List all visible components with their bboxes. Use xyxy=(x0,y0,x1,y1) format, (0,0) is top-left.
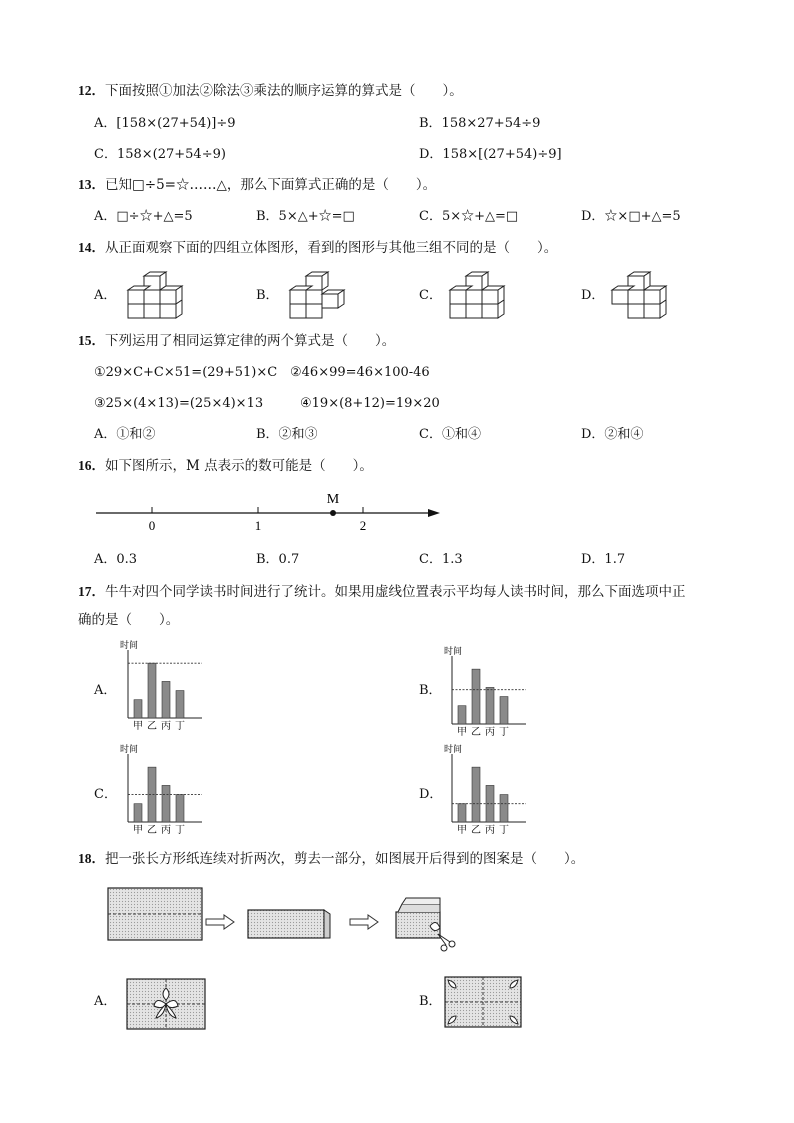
q15-option-d[interactable]: D．②和④ xyxy=(581,427,644,442)
q18-figure-a xyxy=(126,978,206,1030)
q17-chart-a xyxy=(118,640,208,734)
q16-number-line xyxy=(90,488,450,536)
q15-option-c[interactable]: C．①和④ xyxy=(419,427,481,442)
q15-expr-4: ④19×(8+12)=19×20 xyxy=(300,396,440,411)
q12-stem: 12．下面按照①加法②除法③乘法的顺序运算的算式是（ ）。 xyxy=(78,83,463,99)
bar-甲 xyxy=(458,706,466,724)
bar-甲 xyxy=(134,804,142,822)
point-m-label: M xyxy=(326,492,340,507)
bar-丁 xyxy=(500,795,508,822)
q16-option-a[interactable]: A．0.3 xyxy=(94,552,138,567)
q14-figure-c xyxy=(442,270,512,322)
folded-paper xyxy=(248,910,324,938)
y-axis-label: 时间 xyxy=(444,647,463,657)
q15-option-a[interactable]: A．①和② xyxy=(94,427,156,442)
category-label: 丙 xyxy=(485,727,495,738)
bar-丙 xyxy=(162,681,170,718)
bar-丁 xyxy=(176,795,184,822)
q13-option-b[interactable]: B．5×△+☆=□ xyxy=(256,209,355,224)
q16-option-c[interactable]: C．1.3 xyxy=(419,552,463,567)
q15-expr-2: ②46×99=46×100-46 xyxy=(290,365,430,380)
q18-figure-b xyxy=(444,976,522,1028)
bar-甲 xyxy=(458,804,466,822)
category-label: 甲 xyxy=(133,825,143,836)
q17-option-c[interactable]: C． xyxy=(94,787,117,802)
q18-option-b[interactable]: B． xyxy=(419,994,442,1009)
category-label: 丙 xyxy=(161,825,171,836)
q13-option-d[interactable]: D．☆×□+△=5 xyxy=(581,209,681,224)
q17-chart-c xyxy=(118,744,208,838)
q15-expr-1: ①29×C+C×51=(29+51)×C xyxy=(94,365,278,380)
q13-option-c[interactable]: C．5×☆+△=□ xyxy=(419,209,519,224)
y-axis-label: 时间 xyxy=(444,745,463,755)
category-label: 乙 xyxy=(147,825,157,836)
y-axis-label: 时间 xyxy=(120,745,139,755)
q17-option-b[interactable]: B． xyxy=(419,683,442,698)
point-m xyxy=(330,510,336,516)
bar-丁 xyxy=(500,697,508,724)
q14-figure-d xyxy=(604,270,674,322)
tick-label-0: 0 xyxy=(148,518,156,533)
bar-乙 xyxy=(472,669,480,724)
q16-option-b[interactable]: B．0.7 xyxy=(256,552,300,567)
q12-option-d[interactable]: D．158×[(27+54)÷9] xyxy=(419,147,562,162)
category-label: 甲 xyxy=(133,721,143,732)
q18-stem: 18．把一张长方形纸连续对折两次，剪去一部分，如图展开后得到的图案是（ ）。 xyxy=(78,851,585,867)
q17-chart-d xyxy=(442,744,532,838)
category-label: 丁 xyxy=(175,721,185,732)
bar-乙 xyxy=(148,663,156,718)
category-label: 甲 xyxy=(457,825,467,836)
q18-folding-steps xyxy=(100,882,460,954)
bar-丙 xyxy=(486,687,494,724)
q14-stem: 14．从正面观察下面的四组立体图形，看到的图形与其他三组不同的是（ ）。 xyxy=(78,240,558,256)
category-label: 丁 xyxy=(175,825,185,836)
q16-option-d[interactable]: D．1.7 xyxy=(581,552,626,567)
q15-stem: 15．下列运用了相同运算定律的两个算式是（ ）。 xyxy=(78,333,396,349)
q14-figure-a xyxy=(120,270,190,322)
category-label: 乙 xyxy=(471,825,481,836)
category-label: 丙 xyxy=(161,721,171,732)
bar-甲 xyxy=(134,700,142,718)
q17-option-d[interactable]: D． xyxy=(419,787,443,802)
q14-option-b[interactable]: B． xyxy=(256,288,279,303)
bar-丁 xyxy=(176,691,184,718)
q15-expr-3: ③25×(4×13)=(25×4)×13 xyxy=(94,396,264,411)
category-label: 丙 xyxy=(485,825,495,836)
bar-丙 xyxy=(162,785,170,822)
q14-figure-b xyxy=(282,270,352,322)
arrow-right-icon-2 xyxy=(350,915,378,929)
q13-option-a[interactable]: A．□÷☆+△=5 xyxy=(94,209,193,224)
q18-option-a[interactable]: A． xyxy=(94,994,117,1009)
q15-option-b[interactable]: B．②和③ xyxy=(256,427,318,442)
category-label: 乙 xyxy=(471,727,481,738)
category-label: 甲 xyxy=(457,727,467,738)
q17-option-a[interactable]: A． xyxy=(94,683,117,698)
q13-stem: 13．已知□÷5=☆……△，那么下面算式正确的是（ ）。 xyxy=(78,177,437,193)
arrow-right-icon xyxy=(206,915,234,929)
q16-stem: 16．如下图所示，M 点表示的数可能是（ ）。 xyxy=(78,458,373,474)
q17-chart-b xyxy=(442,646,532,740)
q14-option-c[interactable]: C． xyxy=(419,288,442,303)
q12-option-b[interactable]: B．158×27+54÷9 xyxy=(419,116,541,131)
q17-stem-line1: 17．牛牛对四个同学读书时间进行了统计。如果用虚线位置表示平均每人读书时间，那么下面选项中正 xyxy=(78,584,686,600)
category-label: 乙 xyxy=(147,721,157,732)
category-label: 丁 xyxy=(499,727,509,738)
q12-option-a[interactable]: A．[158×(27+54)]÷9 xyxy=(94,116,236,131)
category-label: 丁 xyxy=(499,825,509,836)
y-axis-label: 时间 xyxy=(120,641,139,651)
bar-乙 xyxy=(472,767,480,822)
tick-label-2: 2 xyxy=(359,518,367,533)
q17-stem-line2: 确的是（ ）。 xyxy=(78,612,180,628)
q14-option-d[interactable]: D． xyxy=(581,288,605,303)
q14-option-a[interactable]: A． xyxy=(94,288,117,303)
tick-label-1: 1 xyxy=(254,518,262,533)
q12-option-c[interactable]: C．158×(27+54÷9) xyxy=(94,147,226,162)
axis-arrow-icon xyxy=(428,509,440,517)
